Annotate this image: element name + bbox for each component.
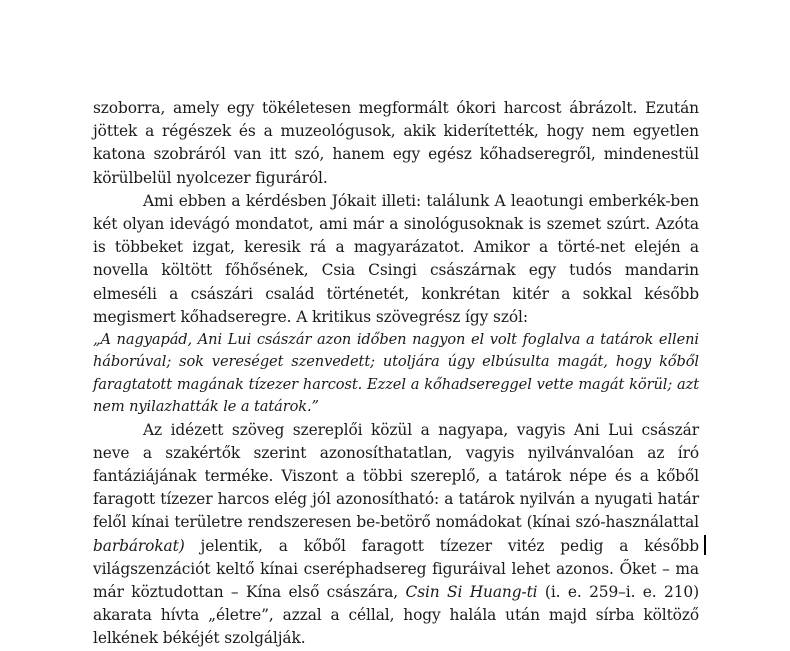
paragraph-3-italic-emperor: Csin Si Huang-ti: [405, 583, 538, 602]
paragraph-2: Ami ebben a kérdésben Jókait illeti: találunk A leaotungi emberkék-ben két olyan idevágó mondatot, ami már a sinológusoknak is szemet szúrt. Azóta is többeket izgat, keresik rá a magyarázatot. Amikor a törté-net elején a novella költött főhősének, Csia Csingi császárnak egy tudós mandarin elmeséli a császári család történetét, konkrétan kitér a sokkal később megismert kőhadseregre. A kritikus szövegrész így szól:: [93, 191, 699, 326]
document-body: [93, 97, 699, 651]
paragraph-3: [93, 419, 699, 651]
block-quote: „A nagyapád, Ani Lui császár azon időben nagyon el volt foglalva a tatárok elleni háborúval; sok vereséget szenvedett; utoljára úgy elbúsulta magát, hogy kőből faragtatott magának tízezer harcost. Ezzel a kőhadsereggel vette magát körül; azt nem nyilazhatták le a tatárok.”: [93, 331, 699, 416]
paragraph-3-text-b: jelentik, a kőből faragott tízezer vitéz pedig a később világszenzációt keltő kínai cseréphadsereg figuráival lehet azonos. Őket – ma már köztudottan – Kína első császára,: [93, 536, 699, 602]
paragraph-3-text-c: (i. e. 259–i. e. 210) akarata hívta „életre”, azzal a céllal, hogy halála után majd sírba költöző lelkének békéjét szolgálják.: [93, 583, 699, 648]
text-cursor: [704, 535, 706, 555]
paragraph-3-italic-barbarokat: barbárokat): [93, 536, 185, 555]
paragraph-3-text-a: Az idézett szöveg szereplői közül a nagyapa, vagyis Ani Lui császár neve a szakértők szerint azonosíthatatlan, vagyis nyilvánvalóan az író fantáziájának terméke. Viszont a többi szereplő, a tatárok népe és a kőből faragott tízezer harcos elég jól azonosítható: a tatárok nyilván a nyugati határ felől kínai területre rendszeresen be-betörő nomádokat (kínai szó-használattal: [93, 420, 699, 532]
paragraph-1: szoborra, amely egy tökéletesen megformált ókori harcost ábrázolt. Ezután jöttek a régészek és a muzeológusok, akik kiderítették, hogy nem egyetlen katona szobráról van itt szó, hanem egy egész kőhadseregről, mindenestül körülbelül nyolcezer figuráról.: [93, 99, 699, 187]
